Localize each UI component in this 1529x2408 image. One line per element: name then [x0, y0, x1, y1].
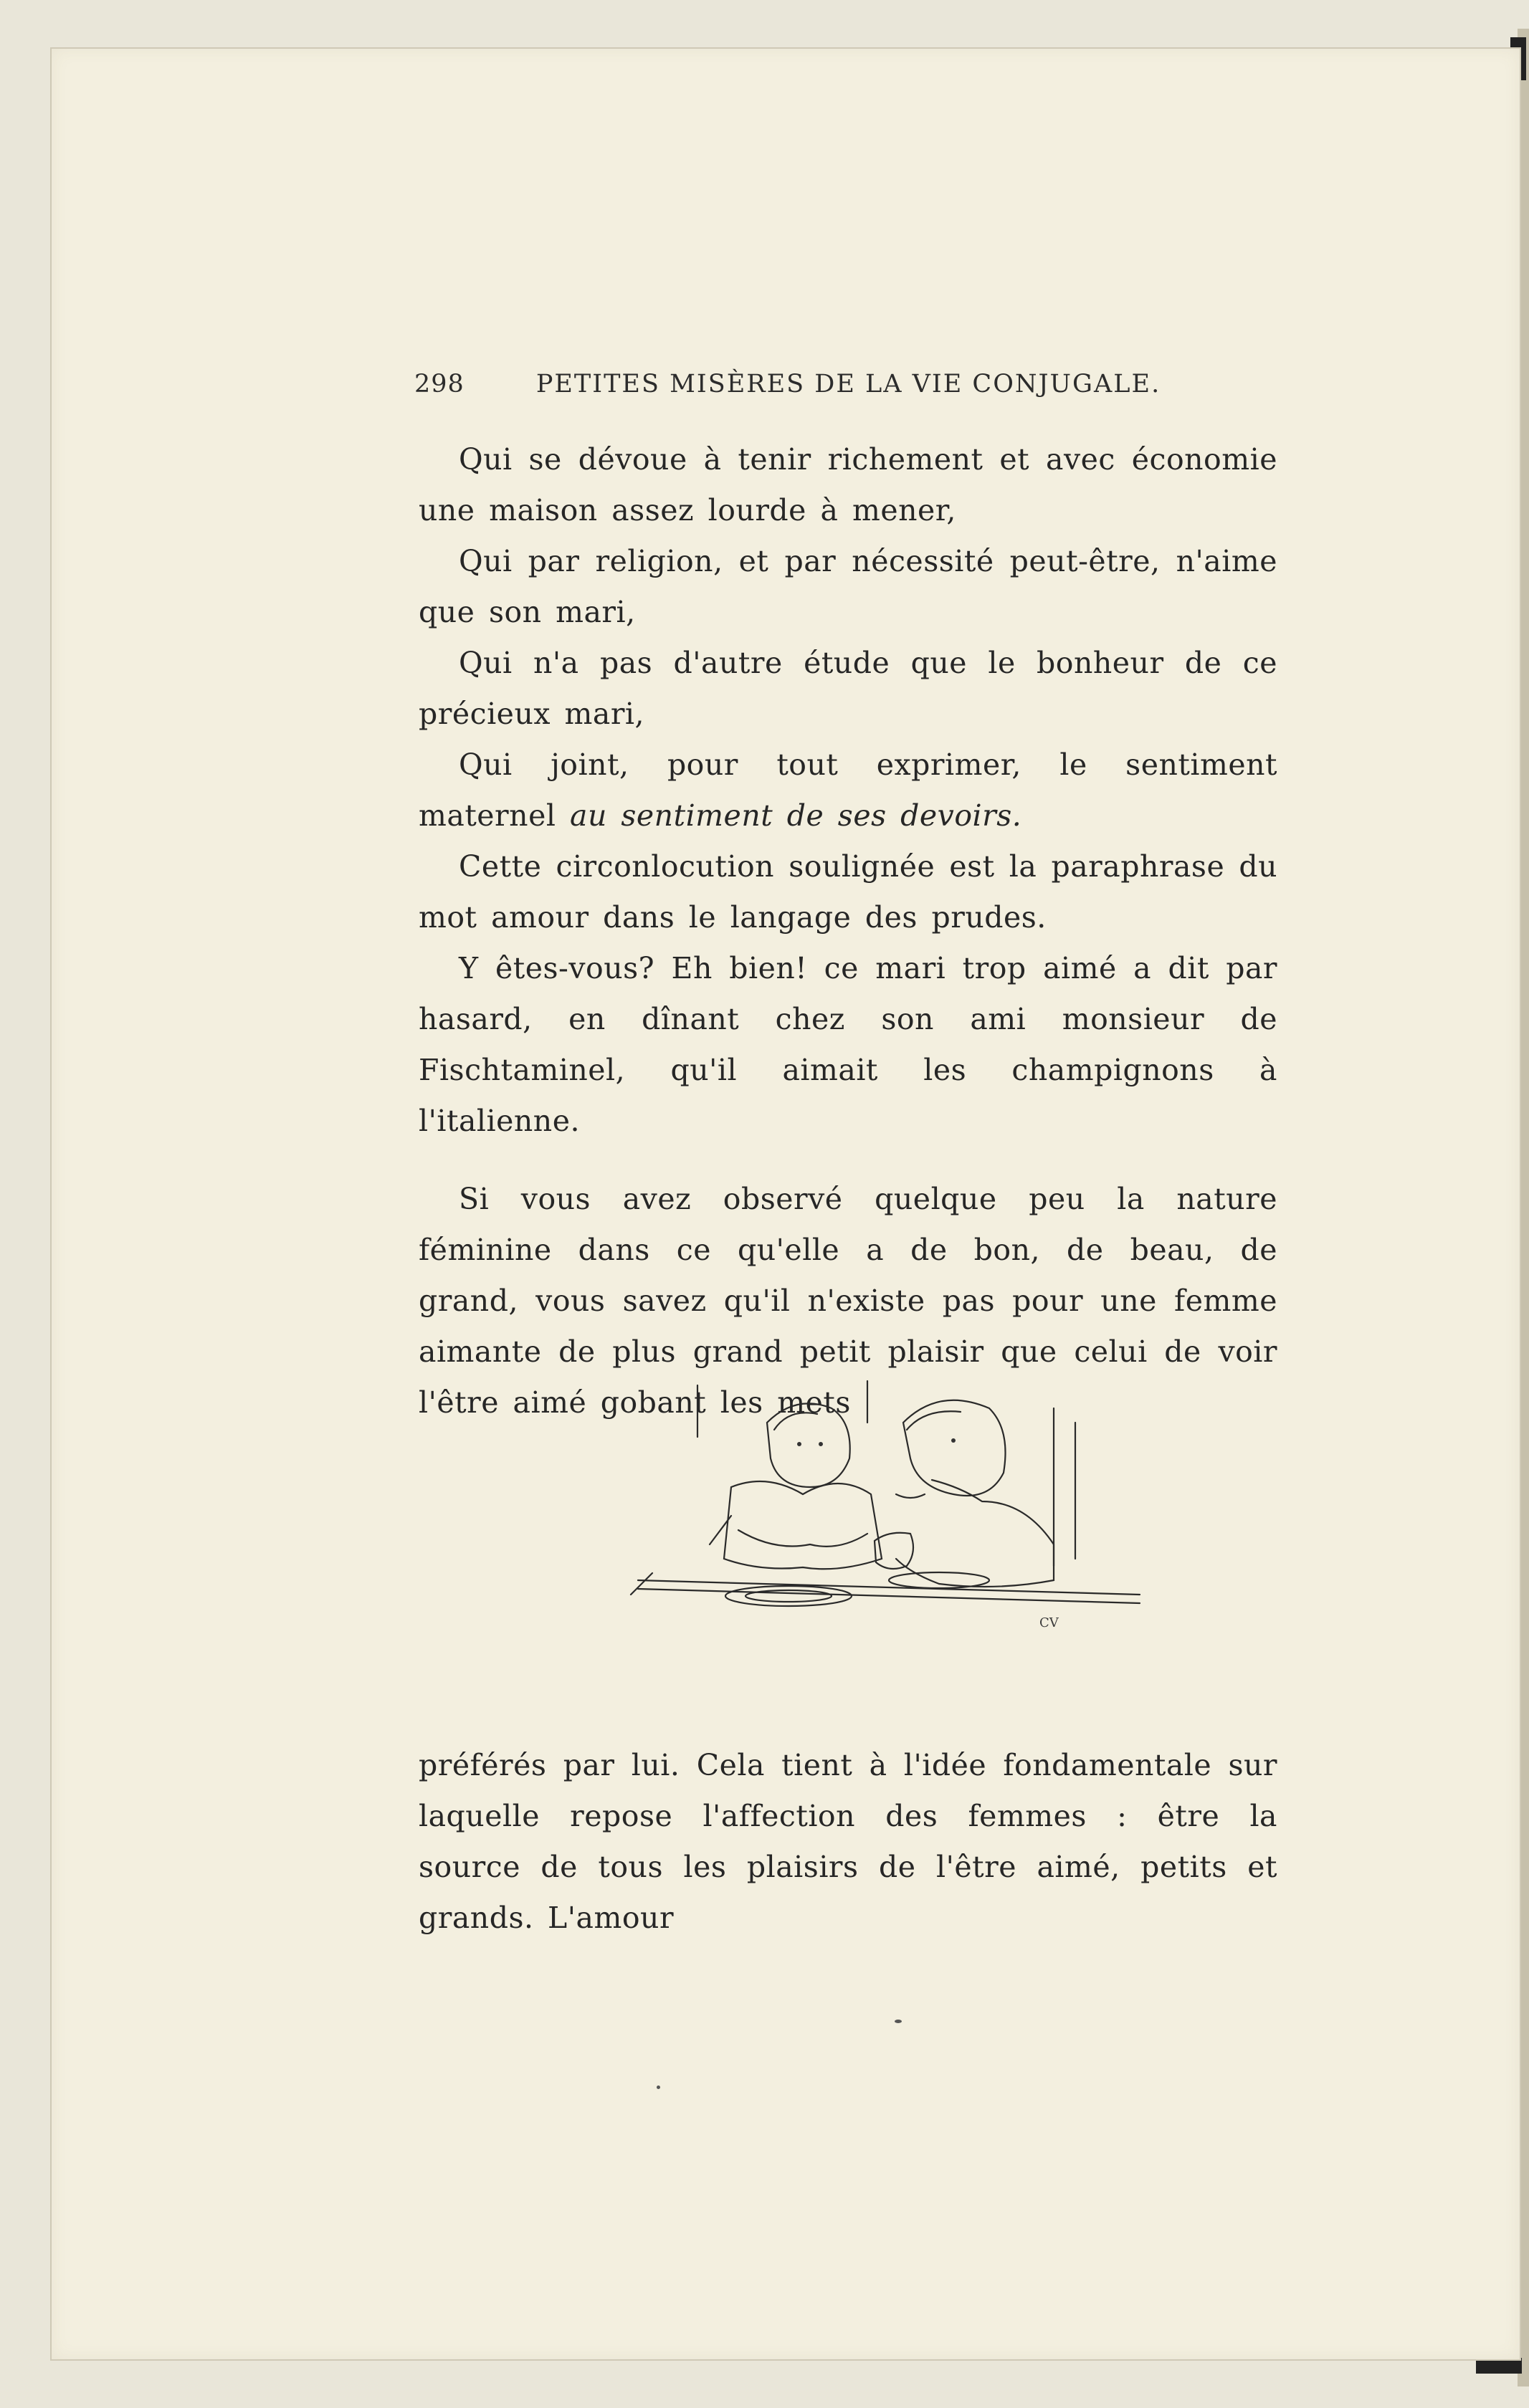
paragraph: Cette circonlocution soulignée est la paraphrase du mot amour dans le langage des prudes. [419, 849, 1277, 935]
page-number: 298 [414, 370, 465, 398]
paragraph: Qui par religion, et par nécessité peut-être, n'aime que son mari, [419, 544, 1277, 629]
illustration-signature: CV [1039, 1615, 1059, 1630]
ink-speck [657, 2086, 660, 2089]
paragraph: Y êtes-vous? Eh bien! ce mari trop aimé a dit par hasard, en dînant chez son ami monsieur de Fischtaminel, qu'il aimait les champignons à l'italienne. [419, 951, 1277, 1138]
running-title: PETITES MISÈRES DE LA VIE CONJUGALE. [535, 370, 1161, 398]
paragraph: Qui se dévoue à tenir richement et avec économie une maison assez lourde à mener, [419, 442, 1277, 527]
running-head [414, 370, 1279, 413]
engraving-illustration [624, 1380, 1154, 1681]
paragraph: Qui n'a pas d'autre étude que le bonheur de ce précieux mari, [419, 646, 1277, 731]
paragraph-lead: Qui joint, pour tout exprimer, le sentiment maternel [419, 747, 1277, 833]
text-block-top [419, 434, 1277, 1428]
text-block-bottom [419, 1740, 1277, 1944]
paragraph-joint [419, 740, 1277, 841]
paragraph: Si vous avez observé quelque peu la nature féminine dans ce qu'elle a de bon, de beau, de grand, vous savez qu'il n'existe pas pour une femme aimante de plus grand petit plaisir que celui de voir l'être aimé gobant les mets [419, 1182, 1277, 1420]
ink-speck [895, 2020, 902, 2023]
italic-phrase: au sentiment de ses devoirs. [570, 798, 1022, 833]
paragraph: préférés par lui. Cela tient à l'idée fondamentale sur laquelle repose l'affection des femmes : être la source de tous les plaisirs de l'être aimé, petits et grands. L'amour [419, 1748, 1277, 1935]
